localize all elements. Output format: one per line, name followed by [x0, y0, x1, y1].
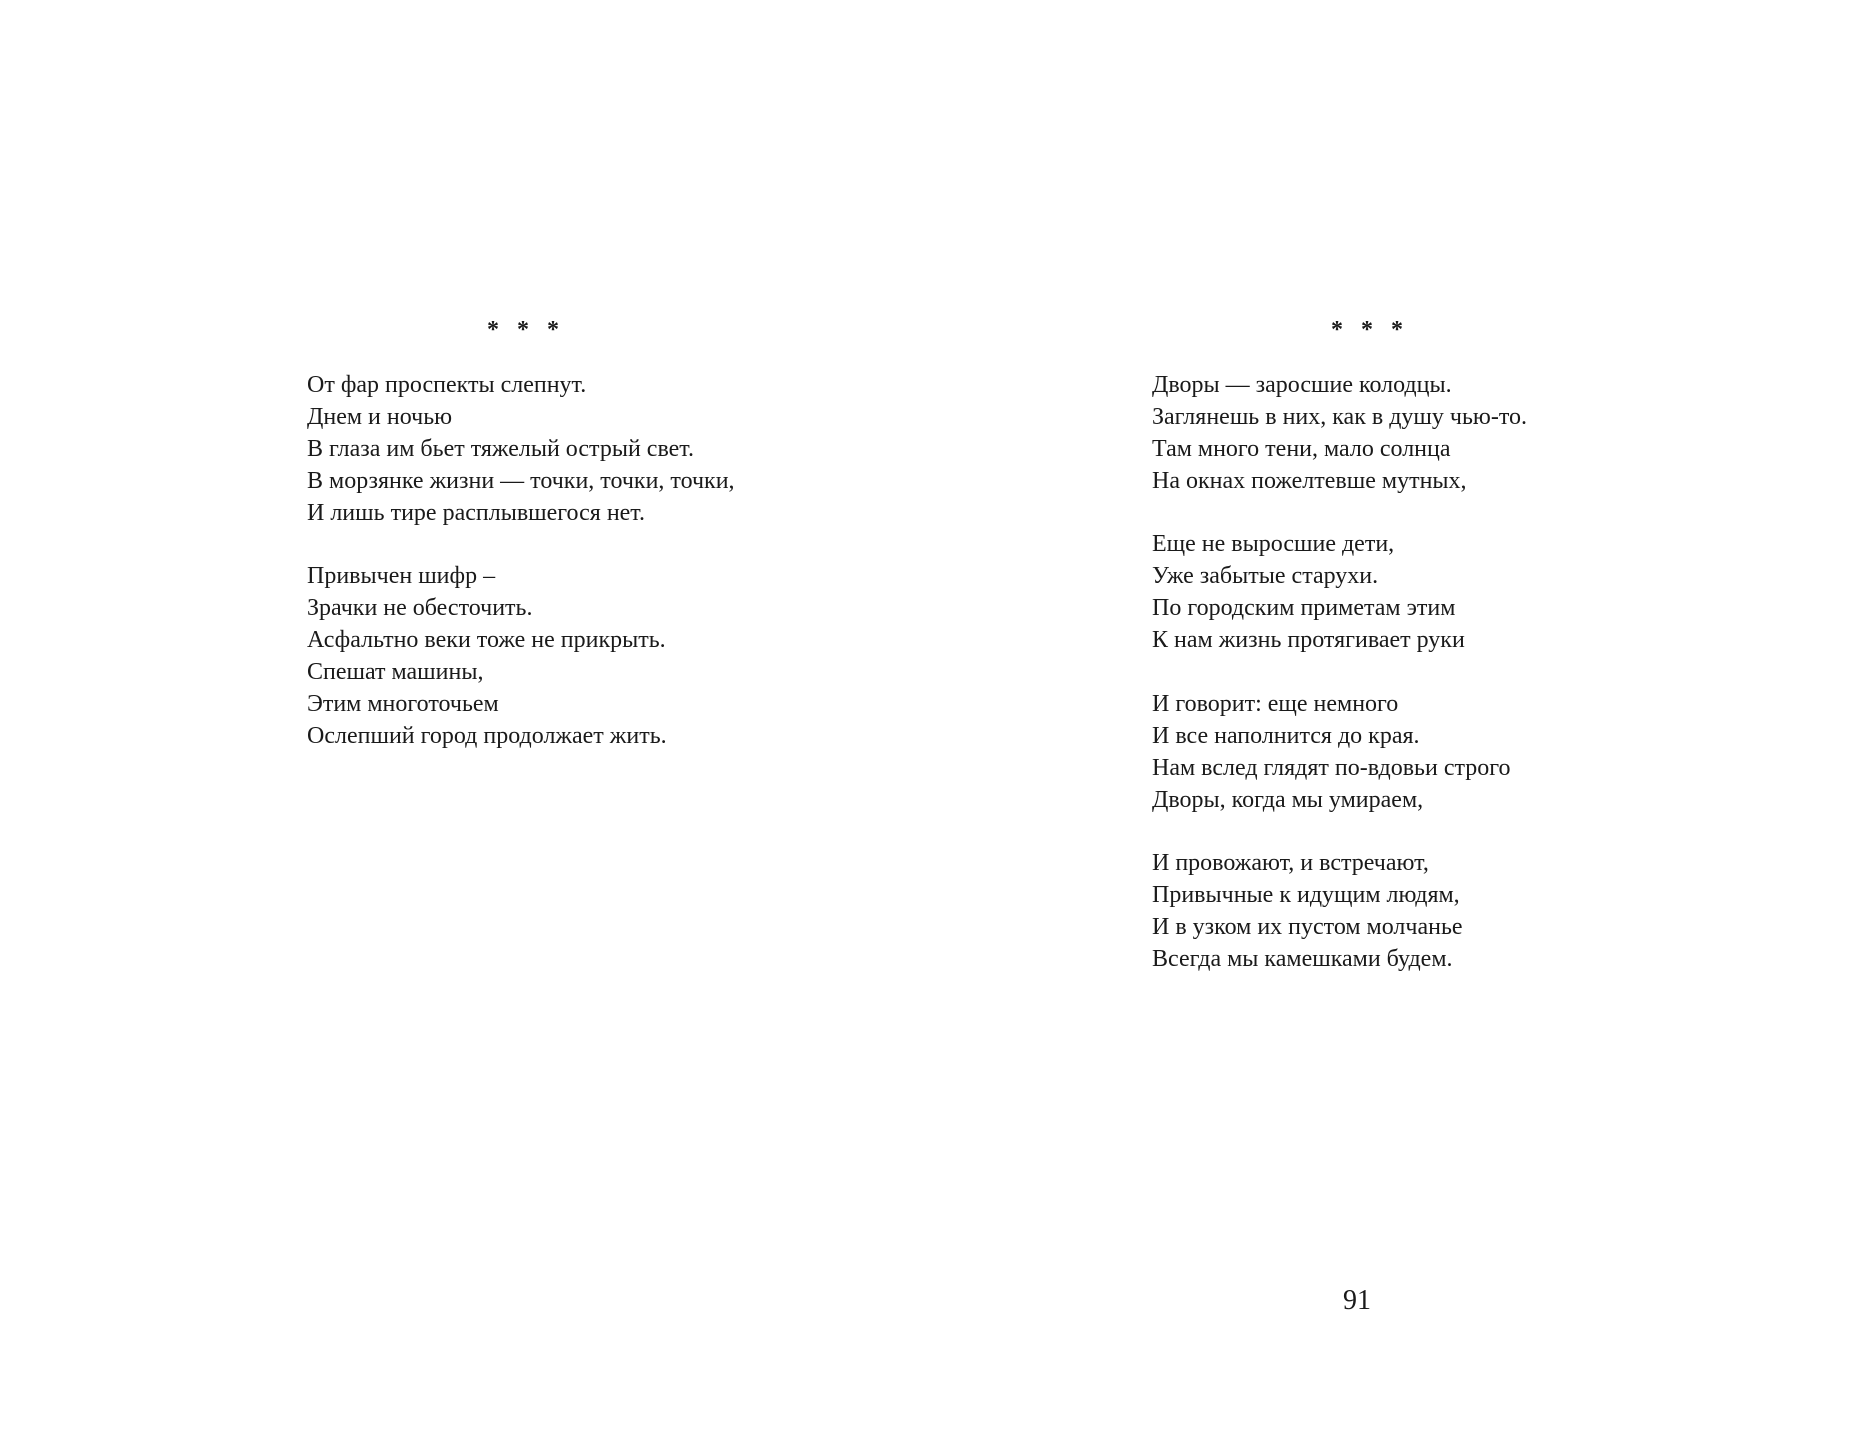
verse-line: И лишь тире расплывшегося нет. [307, 499, 645, 526]
verse-line: И говорит: еще немного [1152, 690, 1399, 717]
stanza [1152, 848, 1527, 976]
verse-line: Всегда мы камешками будем. [1152, 946, 1453, 973]
verse-line: Спешат машины, [307, 659, 484, 686]
right-page [935, 0, 1871, 1455]
verse-line: Ослепший город продолжает жить. [307, 722, 667, 749]
stanza [1152, 529, 1527, 657]
verse-line: От фар проспекты слепнут. [307, 372, 587, 398]
verse-line: Уже забытые старухи. [1152, 563, 1379, 590]
verse-line: И все наполнится до края. [1152, 722, 1420, 749]
verse-line: Зрачки не обесточить. [307, 595, 533, 622]
page-number: 91 [1343, 1285, 1371, 1316]
verse-line: Дворы — заросшие колодцы. [1152, 372, 1452, 398]
verse-line: Привычен шифр – [307, 563, 496, 590]
verse-line: И в узком их пустом молчанье [1152, 914, 1463, 941]
section-separator: * * * [487, 317, 565, 343]
verse-line: В глаза им бьет тяжелый острый свет. [307, 435, 694, 462]
verse-line: Заглянешь в них, как в душу чью-то. [1152, 403, 1527, 430]
left-page [0, 0, 935, 1455]
verse-line: И провожают, и встречают, [1152, 850, 1429, 877]
stanza [1152, 689, 1527, 817]
stanza-gap [1152, 657, 1527, 689]
stanza [307, 561, 735, 752]
verse-line: В морзянке жизни — точки, точки, точки, [307, 467, 735, 494]
verse-line: Еще не выросшие дети, [1152, 531, 1395, 558]
verse-line: Этим многоточьем [307, 690, 499, 717]
section-separator: * * * [1331, 317, 1409, 343]
verse-line: По городским приметам этим [1152, 595, 1456, 622]
stanza-gap [1152, 816, 1527, 848]
verse-line: Асфальтно веки тоже не прикрыть. [307, 627, 666, 654]
verse-line: Привычные к идущим людям, [1152, 882, 1460, 909]
stanza [307, 370, 735, 529]
poem-left [307, 370, 735, 753]
verse-line: К нам жизнь протягивает руки [1152, 627, 1465, 654]
verse-line: Нам вслед глядят по-вдовьи строго [1152, 754, 1511, 781]
verse-line: Там много тени, мало солнца [1152, 435, 1451, 462]
stanza-gap [1152, 498, 1527, 530]
poem-right [1152, 370, 1527, 976]
verse-line: На окнах пожелтевше мутных, [1152, 467, 1467, 494]
verse-line: Дворы, когда мы умираем, [1152, 786, 1424, 813]
verse-line: Днем и ночью [307, 403, 453, 430]
stanza [1152, 370, 1527, 498]
stanza-gap [307, 529, 735, 561]
